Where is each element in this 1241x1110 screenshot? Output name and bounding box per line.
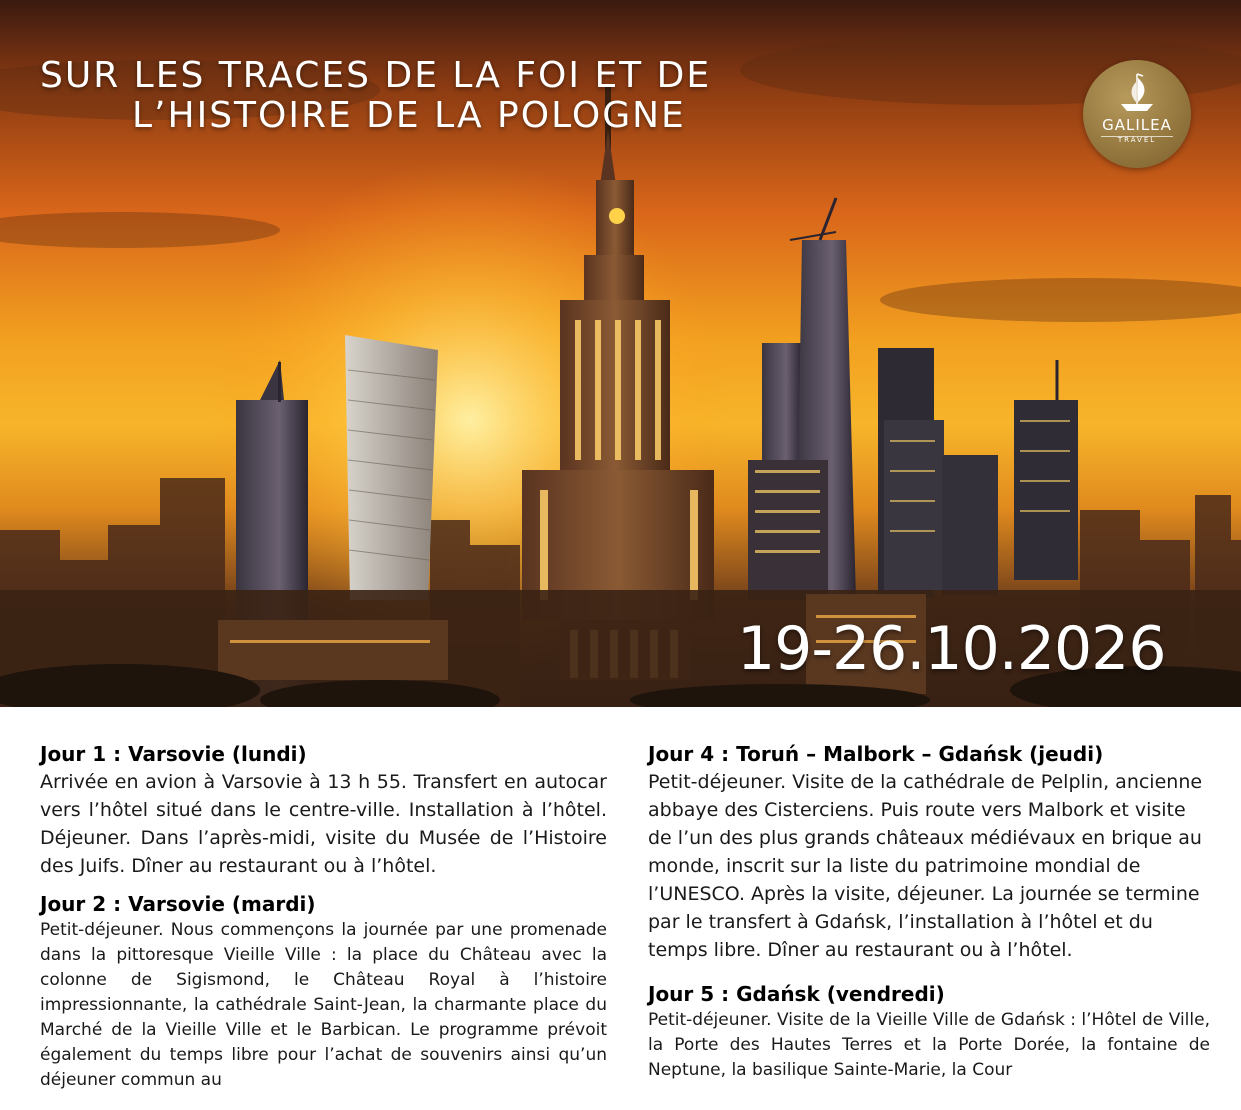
logo-sub: TRAVEL [1117, 136, 1157, 144]
day-title: Jour 5 : Gdańsk (vendredi) [648, 982, 945, 1006]
logo-brand: GALILEA [1102, 116, 1172, 134]
ship-icon [1117, 70, 1157, 114]
day-2 [40, 890, 607, 1093]
day-text: Petit-déjeuner. Visite de la Vieille Ville de Gdańsk : l’Hôtel de Ville, la Porte des Hautes Terres et la Porte Dorée, la fontaine de Neptune, la basilique Sainte-Marie, la Cour [648, 1010, 1210, 1080]
day-title: Jour 4 : Toruń – Malbork – Gdańsk (jeudi) [648, 742, 1104, 766]
hero-title-line2: L’HISTOIRE DE LA POLOGNE [132, 95, 686, 136]
day-text: Arrivée en avion à Varsovie à 13 h 55. Transfert en autocar vers l’hôtel situé dans le centre-ville. Installation à l’hôtel. Déjeuner. Dans l’après-midi, visite du Musée de l’Histoire des Juifs. Dîner au restaurant ou à l’hôtel. [40, 771, 607, 877]
hero-title-line1: SUR LES TRACES DE LA FOI ET DE [40, 55, 712, 96]
day-title: Jour 2 : Varsovie (mardi) [40, 892, 316, 916]
itinerary-right-column [648, 740, 1210, 1093]
itinerary-left-column [40, 740, 607, 1103]
day-5 [648, 980, 1210, 1083]
day-1 [40, 740, 607, 880]
day-title: Jour 1 : Varsovie (lundi) [40, 742, 307, 766]
hero-title [40, 56, 840, 136]
galilea-logo [1083, 60, 1191, 168]
day-4 [648, 740, 1210, 964]
day-text: Petit-déjeuner. Visite de la cathédrale de Pelplin, ancienne abbaye des Cisterciens. Puis route vers Malbork et visite de l’un des plus grands châteaux médiévaux en brique au monde, inscrit sur la liste du patrimoine mondial de l’UNESCO. Après la visite, déjeuner. La journée se termine par le transfert à Gdańsk, l’installation à l’hôtel et du temps libre. Dîner au restaurant ou à l’hôtel. [648, 771, 1203, 961]
day-text: Petit-déjeuner. Nous commençons la journée par une promenade dans la pittoresque Vieille Ville : la place du Château avec la colonne de Sigismond, le Château Royal à l’histoire impressionnante, la cathédrale Saint-Jean, la charmante place du Marché de la Vieille Ville et le Barbican. Le programme prévoit également du temps libre pour l’achat de souvenirs ainsi qu’un déjeuner commun au [40, 920, 607, 1090]
trip-dates: 19-26.10.2026 [737, 614, 1166, 684]
